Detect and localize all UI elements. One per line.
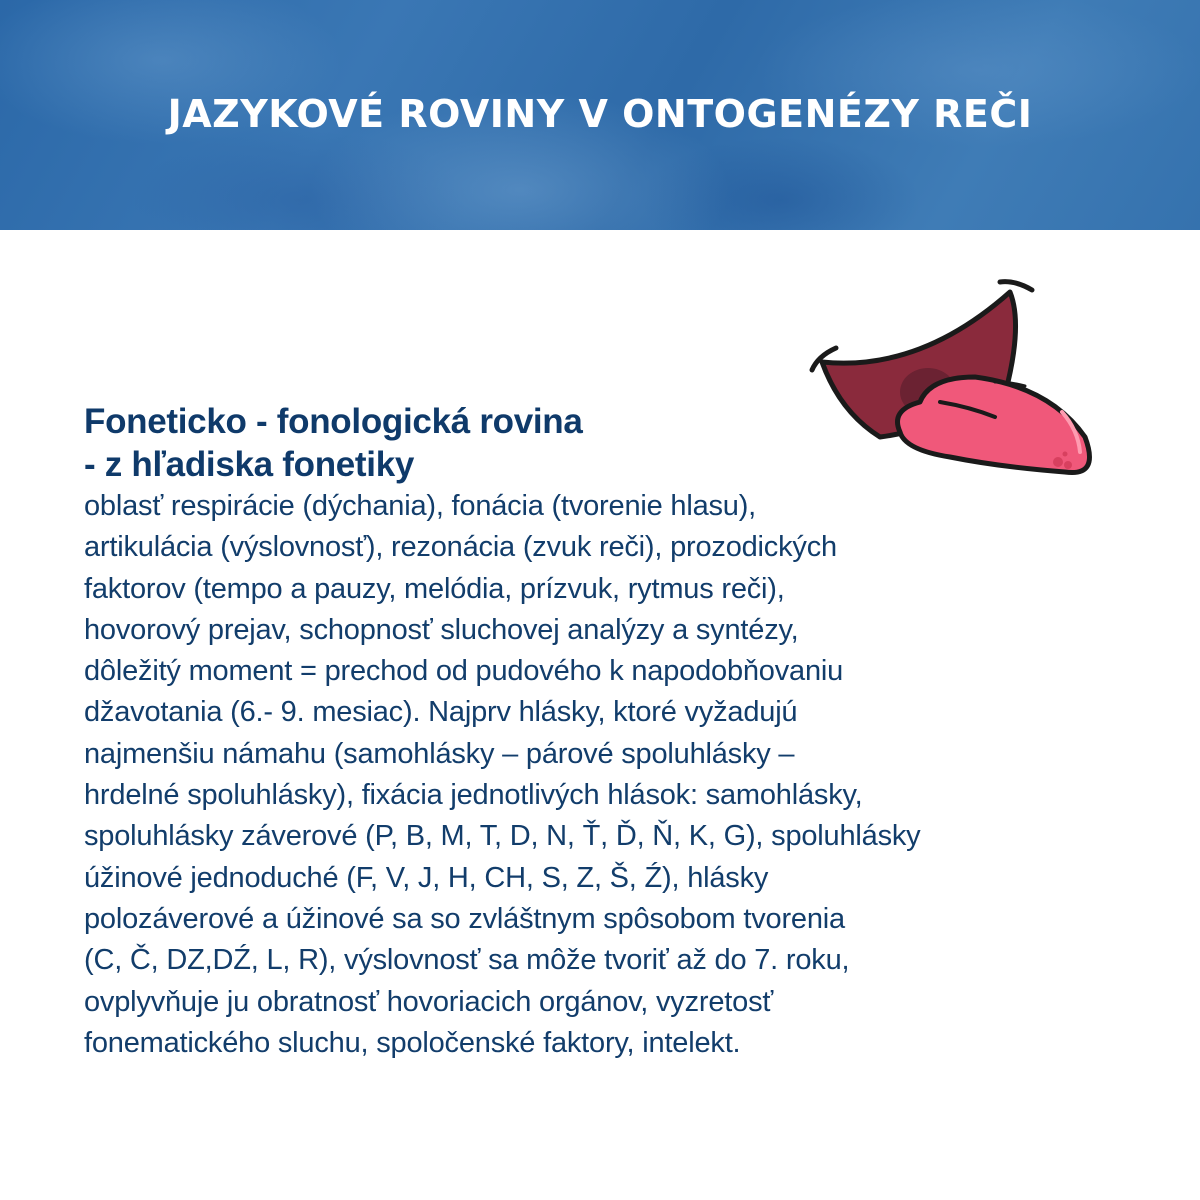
heading-line: - z hľadiska fonetiky xyxy=(84,445,415,484)
body-line: hovorový prejav, schopnosť sluchovej analýzy a syntézy, xyxy=(84,613,799,646)
body-line: polozáverové a úžinové sa so zvláštnym spôsobom tvorenia xyxy=(84,902,845,935)
section-body xyxy=(84,486,1134,1064)
body-line: artikulácia (výslovnosť), rezonácia (zvuk reči), prozodických xyxy=(84,531,837,564)
body-line: faktorov (tempo a pauzy, melódia, prízvuk, rytmus reči), xyxy=(84,572,785,605)
section-heading xyxy=(84,400,1134,486)
body-line: fonematického sluchu, spoločenské faktory, intelekt. xyxy=(84,1026,741,1059)
body-line: dôležitý moment = prechod od pudového k napodobňovaniu xyxy=(84,655,844,688)
body-line: (C, Č, DZ,DŹ, L, R), výslovnosť sa môže tvoriť až do 7. roku, xyxy=(84,944,850,977)
body-line: oblasť respirácie (dýchania), fonácia (tvorenie hlasu), xyxy=(84,490,757,522)
header-banner xyxy=(0,0,1200,230)
page-title: JAZYKOVÉ ROVINY V ONTOGENÉZY REČI xyxy=(167,92,1033,136)
heading-line: Foneticko - fonologická rovina xyxy=(84,402,583,441)
body-line: úžinové jednoduché (F, V, J, H, CH, S, Z, Š, Ź), hlásky xyxy=(84,861,769,894)
body-line: hrdelné spoluhlásky), fixácia jednotlivých hlások: samohlásky, xyxy=(84,779,863,812)
body-line: džavotania (6.- 9. mesiac). Najprv hlásky, ktoré vyžadujú xyxy=(84,696,798,729)
body-line: ovplyvňuje ju obratnosť hovoriacich orgánov, vyzretosť xyxy=(84,985,774,1018)
body-line: najmenšiu námahu (samohlásky – párové spoluhlásky – xyxy=(84,737,795,770)
body-line: spoluhlásky záverové (P, B, M, T, D, N, Ť, Ď, Ň, K, G), spoluhlásky xyxy=(84,820,921,853)
section-content xyxy=(84,400,1134,1064)
